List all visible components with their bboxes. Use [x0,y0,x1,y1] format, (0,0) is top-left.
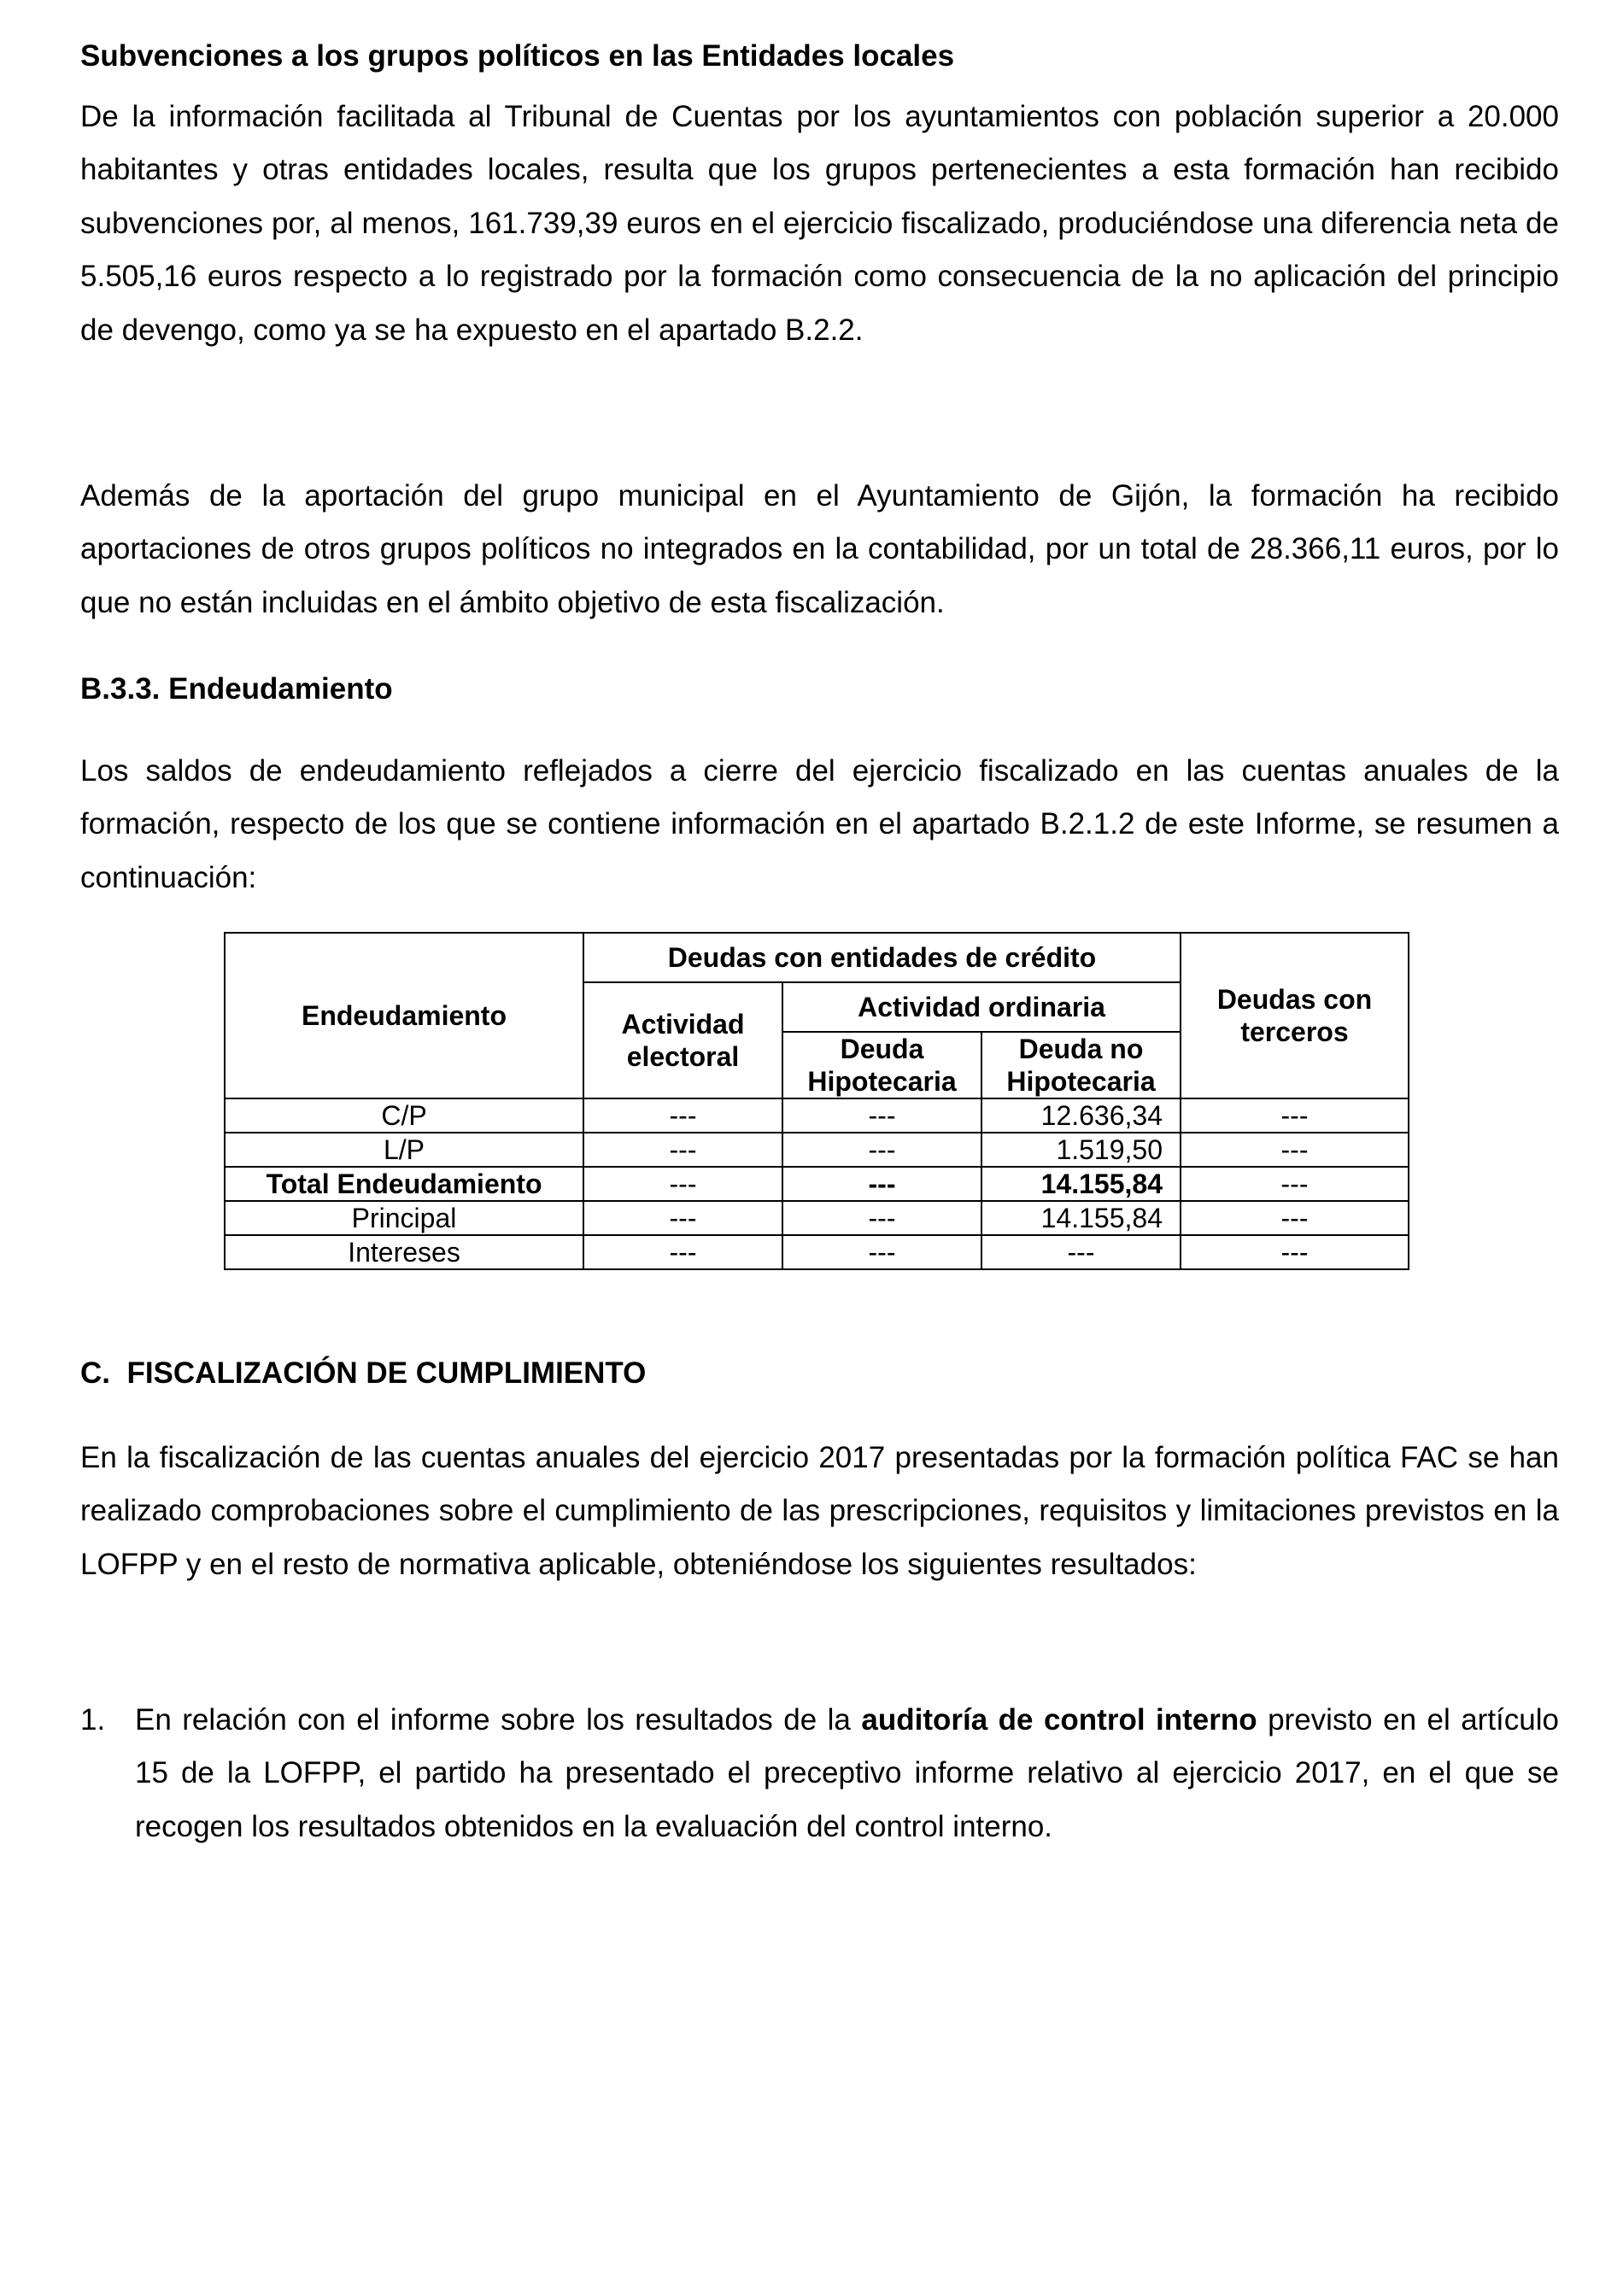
table-row [225,1133,1409,1167]
header-deuda-no-hipotecaria: Deuda no Hipotecaria [981,1032,1181,1098]
table-row [225,1201,1409,1235]
section-heading-fiscalizacion: C. FISCALIZACIÓN DE CUMPLIMIENTO [80,1356,647,1390]
cell-terceros: --- [1181,1201,1409,1235]
row-label: L/P [225,1133,583,1167]
cell-no-hipotecaria: 14.155,84 [981,1167,1181,1201]
section-heading-endeudamiento: B.3.3. Endeudamiento [80,672,393,706]
cell-no-hipotecaria: 14.155,84 [981,1201,1181,1235]
row-label: Principal [225,1201,583,1235]
header-actividad-electoral: Actividad electoral [583,982,782,1098]
cell-terceros: --- [1181,1167,1409,1201]
header-endeudamiento: Endeudamiento [225,933,583,1098]
paragraph-subvenciones-1: De la información facilitada al Tribunal de Cuentas por los ayuntamientos con población superior a 20.000 habitantes y otras entidades locales, resulta que los grupos pertenecientes a esta formación han recibido subvenciones por, al menos, 161.739,39 euros en el ejercicio fiscalizado, produciéndose una diferencia neta de 5.505,16 euros respecto a lo registrado por la formación como consecuencia de la no aplicación del principio de devengo, como ya se ha expuesto en el apartado B.2.2. [80,100,1559,347]
table-row [225,1098,1409,1133]
cell-hipotecaria: --- [782,1235,981,1269]
cell-hipotecaria: --- [782,1098,981,1133]
debt-table-wrapper [224,932,1409,1270]
cell-hipotecaria: --- [782,1201,981,1235]
cell-electoral: --- [583,1098,782,1133]
table-row-total [225,1167,1409,1201]
list-item [80,1694,1559,1854]
cell-electoral: --- [583,1201,782,1235]
header-deudas-entidades-credito: Deudas con entidades de crédito [583,933,1181,982]
cell-no-hipotecaria: 12.636,34 [981,1098,1181,1133]
paragraph-fiscalizacion: En la fiscalización de las cuentas anuales del ejercicio 2017 presentadas por la formación política FAC se han realizado comprobaciones sobre el cumplimiento de las prescripciones, requisitos y limitaciones previstos en la LOFPP y en el resto de normativa aplicable, obteniéndose los siguientes resultados: [80,1441,1559,1581]
cell-electoral: --- [583,1133,782,1167]
paragraph-subvenciones-2: Además de la aportación del grupo municipal en el Ayuntamiento de Gijón, la formación ha recibido aportaciones de otros grupos políticos no integrados en la contabilidad, por un total de 28.366,11 euros, por lo que no están incluidas en el ámbito objetivo de esta fiscalización. [80,479,1559,619]
cell-no-hipotecaria: --- [981,1235,1181,1269]
row-label: C/P [225,1098,583,1133]
debt-table [224,932,1409,1270]
cell-hipotecaria: --- [782,1133,981,1167]
list-item-number: 1. [80,1703,106,1737]
list-item-text-bold: auditoría de control interno [861,1703,1257,1737]
cell-electoral: --- [583,1235,782,1269]
header-deudas-terceros: Deudas con terceros [1181,933,1409,1098]
table-row [225,1235,1409,1269]
cell-hipotecaria: --- [782,1167,981,1201]
list-item-text-pre: En relación con el informe sobre los resultados de la [135,1703,862,1737]
list-item-text-post: previsto en el artículo 15 de la LOFPP, el partido ha presentado el preceptivo informe relativo al ejercicio 2017, en el que se recogen los resultados obtenidos en la evaluación del control interno. [135,1703,1559,1843]
paragraph-endeudamiento: Los saldos de endeudamiento reflejados a cierre del ejercicio fiscalizado en las cuentas anuales de la formación, respecto de los que se contiene información en el apartado B.2.1.2 de este Informe, se resumen a continuación: [80,754,1559,894]
list-item-body [135,1694,1559,1854]
header-deuda-hipotecaria: Deuda Hipotecaria [782,1032,981,1098]
section-heading-subvenciones: Subvenciones a los grupos políticos en las Entidades locales [80,39,955,73]
cell-electoral: --- [583,1167,782,1201]
cell-terceros: --- [1181,1235,1409,1269]
row-label: Total Endeudamiento [225,1167,583,1201]
cell-no-hipotecaria: 1.519,50 [981,1133,1181,1167]
header-actividad-ordinaria: Actividad ordinaria [782,982,1181,1032]
row-label: Intereses [225,1235,583,1269]
cell-terceros: --- [1181,1133,1409,1167]
cell-terceros: --- [1181,1098,1409,1133]
